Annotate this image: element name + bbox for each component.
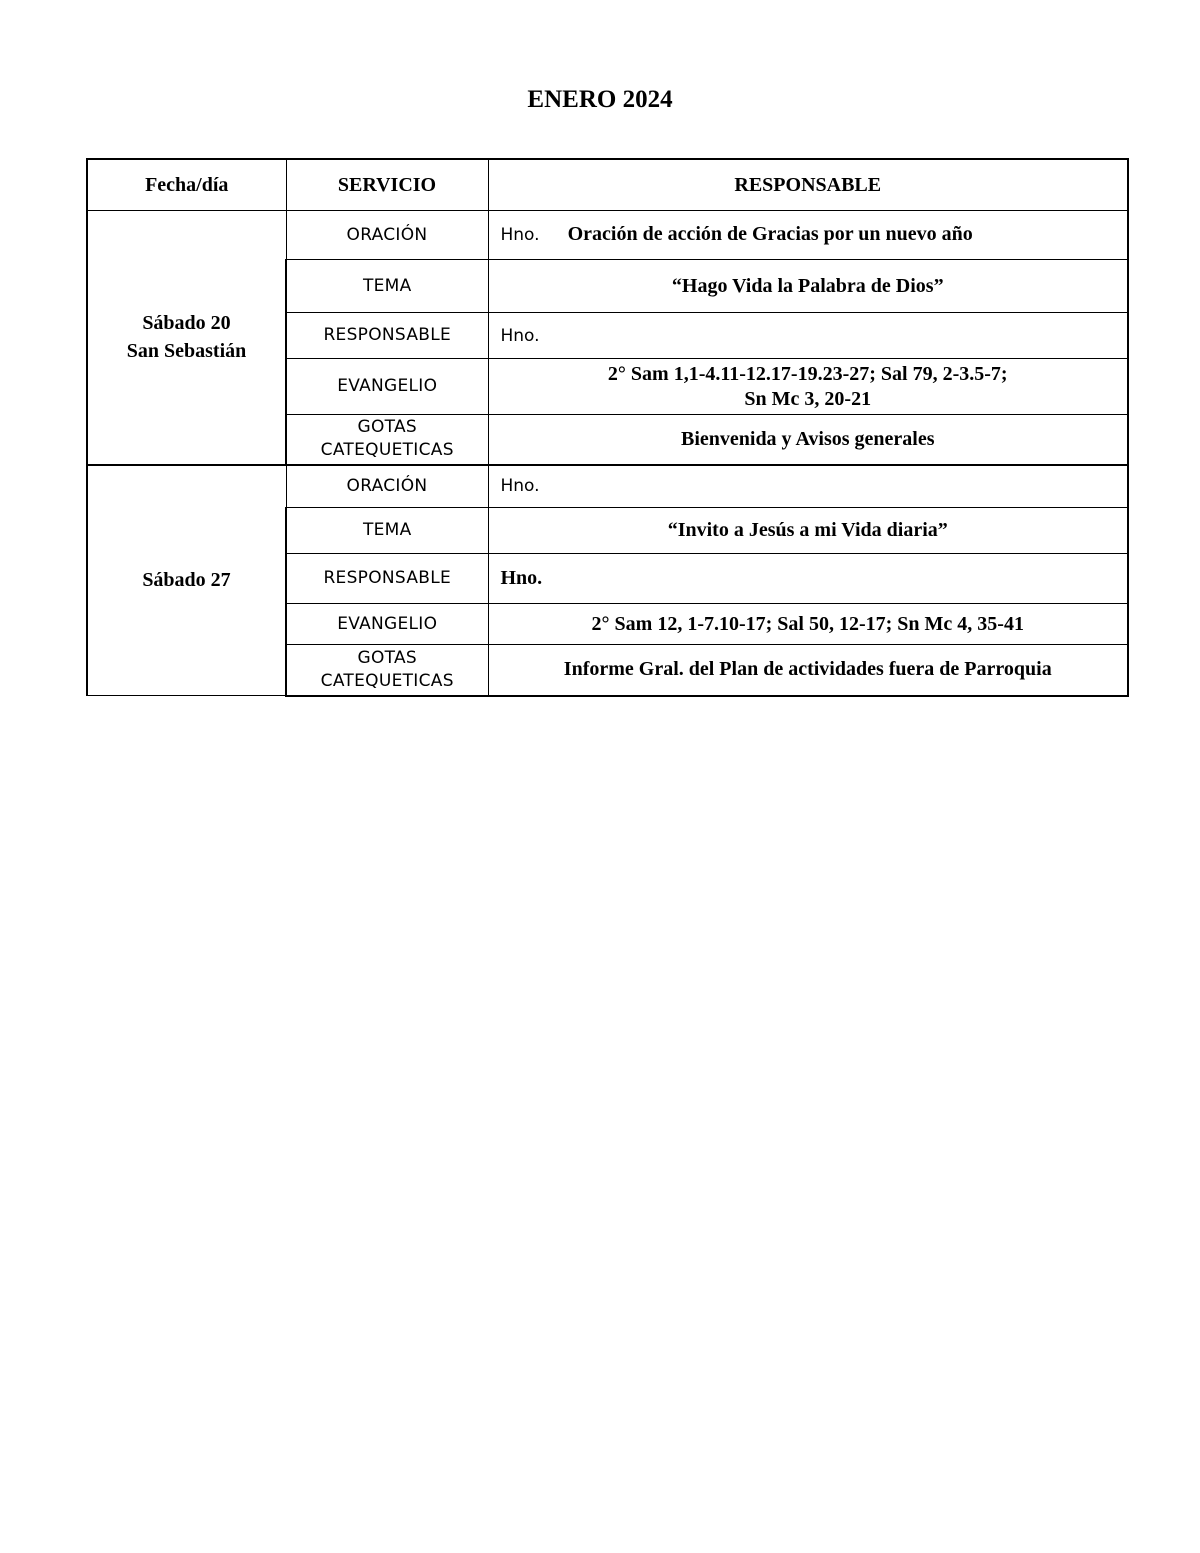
responsible-cell: 2° Sam 12, 1-7.10-17; Sal 50, 12-17; Sn Mc 4, 35-41 <box>488 604 1128 645</box>
service-cell: TEMA <box>286 508 488 554</box>
day-label: Sábado 20 <box>142 312 231 335</box>
service-cell: EVANGELIO <box>286 604 488 645</box>
service-cell: TEMA <box>286 260 488 313</box>
responsible-prefix: Hno. <box>500 225 540 245</box>
service-cell: EVANGELIO <box>286 359 488 415</box>
page-title: ENERO 2024 <box>527 86 673 113</box>
service-line: CATEQUETICAS <box>320 670 454 691</box>
header-servicio: SERVICIO <box>286 159 488 211</box>
responsible-cell: Bienvenida y Avisos generales <box>488 415 1128 465</box>
table-row <box>87 465 1128 508</box>
responsible-text: Oración de acción de Gracias por un nuevo año <box>567 223 973 245</box>
responsible-cell: “Invito a Jesús a mi Vida diaria” <box>488 508 1128 554</box>
service-cell: ORACIÓN <box>286 211 488 260</box>
header-responsable: RESPONSABLE <box>488 159 1128 211</box>
service-line: GOTAS <box>357 417 418 438</box>
service-line: CATEQUETICAS <box>320 440 454 461</box>
responsible-cell <box>488 211 1128 260</box>
responsible-prefix: Hno. <box>500 476 540 497</box>
schedule-table <box>86 158 1129 697</box>
responsible-cell <box>488 313 1128 359</box>
service-cell: RESPONSABLE <box>286 313 488 359</box>
responsible-cell <box>488 465 1128 508</box>
reading-line: 2° Sam 1,1-4.11-12.17-19.23-27; Sal 79, 2-3.5-7; <box>607 362 1008 385</box>
service-cell: ORACIÓN <box>286 465 488 508</box>
reading-line: Sn Mc 3, 20-21 <box>744 387 872 410</box>
responsible-prefix: Hno. <box>500 325 540 346</box>
header-fecha: Fecha/día <box>87 159 286 211</box>
service-cell: RESPONSABLE <box>286 554 488 604</box>
responsible-cell: Informe Gral. del Plan de actividades fuera de Parroquia <box>488 645 1128 696</box>
header-row <box>87 159 1128 211</box>
day-cell <box>87 211 286 465</box>
day-saint: San Sebastián <box>126 340 247 363</box>
responsible-prefix: Hno. <box>500 567 543 589</box>
table-row <box>87 211 1128 260</box>
service-line: GOTAS <box>357 647 418 668</box>
day-label: Sábado 27 <box>142 569 231 592</box>
day-cell <box>87 465 286 696</box>
responsible-cell <box>488 554 1128 604</box>
service-cell <box>286 415 488 465</box>
responsible-cell: “Hago Vida la Palabra de Dios” <box>488 260 1128 313</box>
responsible-cell <box>488 359 1128 415</box>
service-cell <box>286 645 488 696</box>
